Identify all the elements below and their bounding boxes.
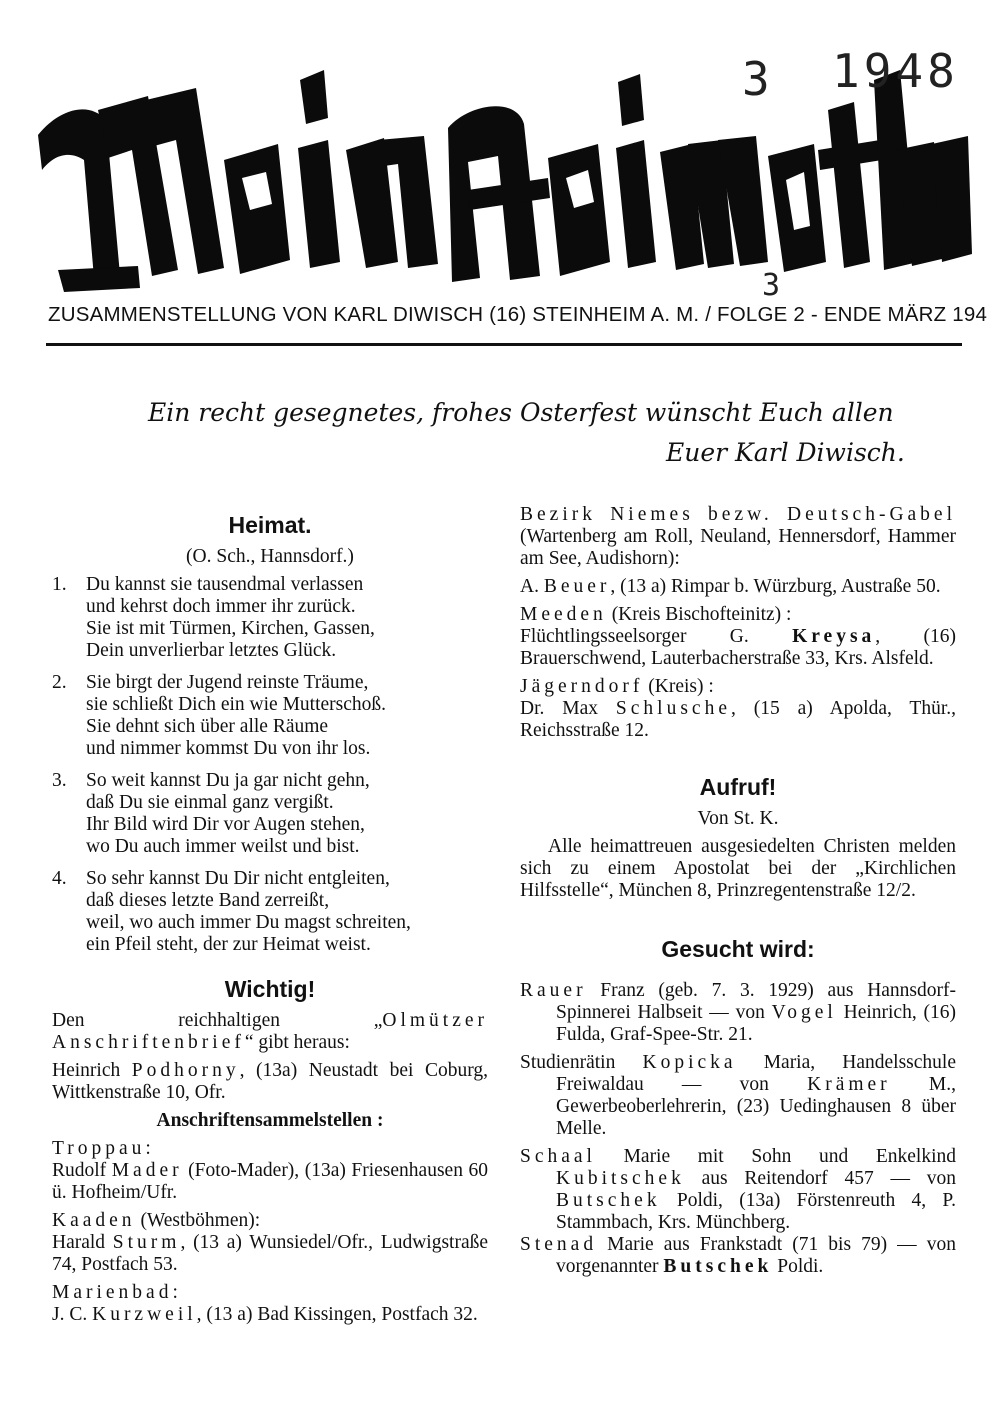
year-handwritten: 1948 — [832, 44, 959, 98]
entry-name: Butschek — [556, 1190, 661, 1211]
place-entry — [52, 1160, 488, 1204]
aufruf-text: Alle heimattreuen ausgesiedelten Christen melden sich zu einem Apostolat bei der „Kirchlichen Hilfsstelle“, München 8, Prinzregentenstraße 12/2. — [520, 836, 956, 901]
place-label — [520, 604, 956, 626]
place-note: (Westböhmen): — [135, 1210, 261, 1231]
entry-text: aus Reitendorf 457 — von — [684, 1168, 956, 1189]
place-name: Meeden — [520, 604, 607, 625]
wichtig-intro — [52, 1010, 488, 1054]
poem-line: ein Pfeil steht, der zur Heimat weist. — [86, 934, 371, 955]
greeting-signature: Euer Karl Diwisch. — [666, 438, 905, 467]
poem-line: sie schließt Dich ein wie Mutterschoß. — [86, 694, 387, 715]
bezirk-niemes — [520, 504, 956, 570]
entry-text: Marie mit Sohn und Enkelkind — [595, 1146, 956, 1167]
bezirk-name: Bezirk Niemes bezw. Deutsch-Gabel — [520, 504, 956, 525]
folge-correction-handwritten: 3 — [762, 268, 781, 303]
poem-line: Sie dehnt sich über alle Räume — [86, 716, 329, 737]
wichtig-intro-text-end: “ gibt heraus: — [244, 1032, 350, 1053]
place-name: Kaaden — [52, 1210, 136, 1231]
entry-name: Butschek — [663, 1256, 773, 1277]
entry-address: , (13 a) Wunsiedel/Ofr., Ludwigstraße 74, Postfach 53. — [52, 1232, 488, 1275]
greeting-line-1: Ein recht gesegnetes, frohes Osterfest wünscht Euch allen — [148, 398, 894, 427]
poem-line: wo Du auch immer weilst und bist. — [86, 836, 360, 857]
entry-address: , (13 a) Rimpar b. Würzburg, Austraße 50. — [610, 576, 941, 597]
stanza-number: 3. — [52, 770, 67, 791]
gesucht-entry — [520, 1146, 956, 1234]
entry-text: Poldi, (13a) Förstenreuth 4, P. Stammbach, Krs. Münchberg. — [556, 1190, 956, 1233]
place-name: Marienbad — [52, 1282, 173, 1303]
entry-name: Kreysa — [792, 626, 876, 647]
poem-stanza — [52, 574, 488, 662]
right-column — [520, 504, 956, 1278]
entry-first: J. C. — [52, 1304, 93, 1325]
beuer-entry — [520, 576, 956, 598]
place-note: : — [172, 1282, 178, 1303]
entry-first: Harald — [52, 1232, 113, 1253]
entry-text: Poldi. — [772, 1256, 824, 1277]
schlusche-entry — [520, 698, 956, 742]
entry-name: Vogel — [771, 1002, 837, 1023]
entry-name: Rauer — [520, 980, 587, 1001]
entry-name: Stenad — [520, 1234, 598, 1255]
place-entry — [52, 1304, 488, 1326]
entry-name: Krämer — [807, 1074, 891, 1095]
gesucht-entry — [520, 1052, 956, 1140]
entry-first: Dr. Max — [520, 698, 616, 719]
place-label — [520, 676, 956, 698]
stanza-number: 4. — [52, 868, 67, 889]
place-label — [52, 1282, 488, 1304]
wichtig-heading: Wichtig! — [224, 976, 316, 1002]
poem-line: So weit kannst Du ja gar nicht gehn, — [86, 770, 370, 791]
entry-address: , (15 a) Apolda, Thür., Reichsstraße 12. — [520, 698, 956, 741]
publisher-name: Podhorny — [131, 1060, 240, 1081]
entry-name: Kubitschek — [556, 1168, 685, 1189]
entry-name: Kurzweil — [92, 1304, 197, 1325]
poem-line: weil, wo auch immer Du magst schreiten, — [86, 912, 411, 933]
entry-name: Schlusche — [615, 698, 731, 719]
place-note: (Kreis Bischofteinitz) : — [606, 604, 792, 625]
place-name: Troppau — [52, 1138, 146, 1159]
anschriften-subheading: Anschriftensammelstellen : — [156, 1110, 384, 1131]
stanza-number: 2. — [52, 672, 67, 693]
entry-first: Flüchtlingsseelsorger G. — [520, 626, 793, 647]
place-note: : — [145, 1138, 151, 1159]
poem-line: Sie ist mit Türmen, Kirchen, Gassen, — [86, 618, 375, 639]
poem-line: daß dieses letzte Band zerreißt, — [86, 890, 330, 911]
poem-stanza — [52, 770, 488, 858]
wichtig-intro-text: Den reichhaltigen „ — [52, 1010, 383, 1031]
anschriftenbrief-title: Olmützer Anschriftenbrief — [52, 1010, 488, 1053]
place-label — [52, 1138, 488, 1160]
issue-number-handwritten: 3 — [742, 52, 770, 106]
poem-line: daß Du sie einmal ganz vergißt. — [86, 792, 334, 813]
kreysa-entry — [520, 626, 956, 670]
poem-line: Sie birgt der Jugend reinste Träume, — [86, 672, 369, 693]
poem-line: und nimmer kommst Du von ihr los. — [86, 738, 371, 759]
publisher-first: Heinrich — [52, 1060, 132, 1081]
entry-name: Mader — [111, 1160, 183, 1181]
subheader: ZUSAMMENSTELLUNG VON KARL DIWISCH (16) STEINHEIM A. M. / FOLGE 2 - ENDE MÄRZ 194 — [48, 303, 988, 326]
entry-name: Beuer — [543, 576, 611, 597]
masthead-logo — [28, 40, 972, 302]
heimat-heading: Heimat. — [228, 512, 312, 538]
place-name: Jägerndorf — [520, 676, 644, 697]
heimat-author: (O. Sch., Hannsdorf.) — [186, 546, 354, 567]
poem-stanza — [52, 868, 488, 956]
entry-text: Heinrich, (16) Fulda, Graf-Spee-Str. 21. — [556, 1002, 956, 1045]
entry-address: (Foto-Mader), (13a) Friesenhausen 60 ü. Hofheim/Ufr. — [52, 1160, 488, 1203]
entry-text: Studienrätin — [520, 1052, 643, 1073]
publisher-entry — [52, 1060, 488, 1104]
entry-address: , (16) Brauerschwend, Lauterbacherstraße 33, Krs. Alsfeld. — [520, 626, 956, 669]
poem-stanza — [52, 672, 488, 760]
place-note: (Kreis) : — [643, 676, 714, 697]
header-rule — [46, 343, 962, 346]
entry-text: M., Gewerbeoberlehrerin, (23) Uedinghausen 8 über Melle. — [556, 1074, 956, 1139]
entry-address: , (13 a) Bad Kissingen, Postfach 32. — [196, 1304, 478, 1325]
poem-line: Du kannst sie tausendmal verlassen — [86, 574, 364, 595]
poem-line: Dein unverlierbar letztes Glück. — [86, 640, 337, 661]
entry-name: Kopicka — [642, 1052, 737, 1073]
entry-first: Rudolf — [52, 1160, 112, 1181]
gesucht-entry — [520, 980, 956, 1046]
aufruf-heading: Aufruf! — [699, 774, 777, 800]
entry-text: Maria, Handelsschule Freiwaldau — von — [556, 1052, 956, 1095]
aufruf-byline: Von St. K. — [697, 808, 779, 829]
publisher-address: , (13a) Neustadt bei Coburg, Wittkenstraße 10, Ofr. — [52, 1060, 488, 1103]
place-label — [52, 1210, 488, 1232]
gesucht-entry — [520, 1234, 956, 1278]
entry-name: Schaal — [520, 1146, 596, 1167]
place-entry — [52, 1232, 488, 1276]
entry-text: Franz (geb. 7. 3. 1929) aus Hannsdorf-Spinnerei Halbseit — von — [556, 980, 956, 1023]
gesucht-heading: Gesucht wird: — [661, 936, 815, 962]
bezirk-places: (Wartenberg am Roll, Neuland, Hennersdorf, Hammer am See, Audishorn): — [520, 526, 956, 569]
left-column — [52, 504, 488, 1332]
poem-line: und kehrst doch immer ihr zurück. — [86, 596, 356, 617]
entry-text: Marie aus Frankstadt (71 bis 79) — von vorgenannter — [556, 1234, 956, 1277]
entry-first: A. — [520, 576, 544, 597]
poem-line: Ihr Bild wird Dir vor Augen stehen, — [86, 814, 365, 835]
stanza-number: 1. — [52, 574, 67, 595]
entry-name: Sturm — [112, 1232, 181, 1253]
poem-line: So sehr kannst Du Dir nicht entgleiten, — [86, 868, 390, 889]
